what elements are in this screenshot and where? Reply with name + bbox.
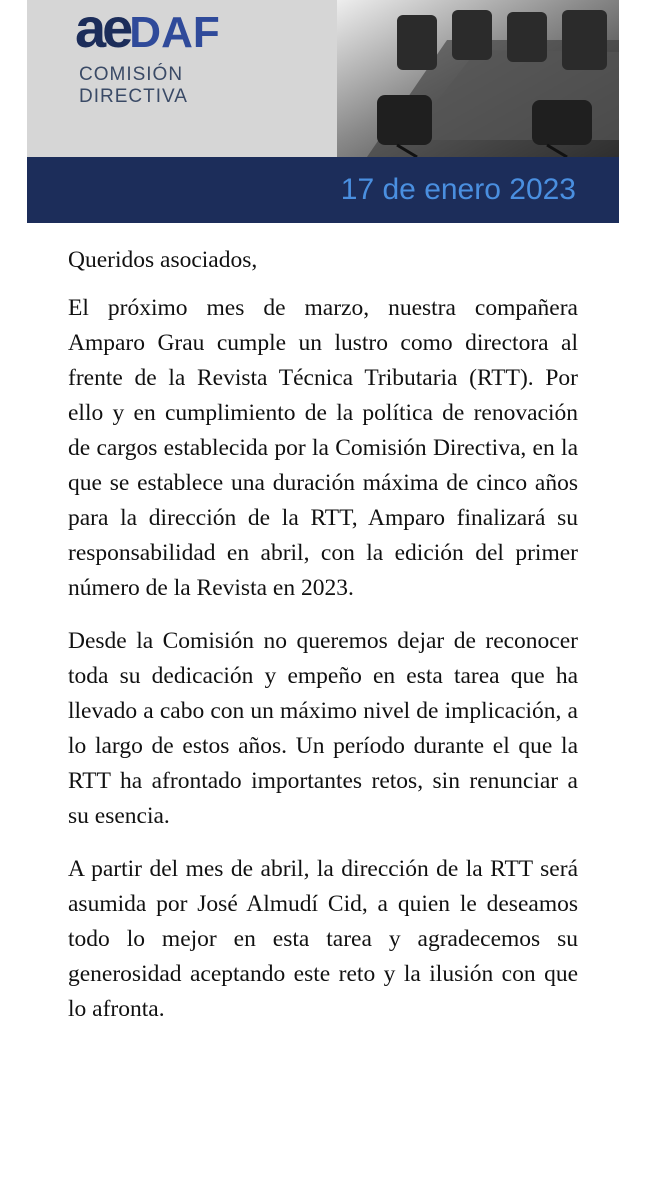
logo-ae: ae xyxy=(75,0,130,59)
letter-paragraph: El próximo mes de marzo, nuestra compañera Amparo Grau cumple un lustro como directora al frente de la Revista Técnica Tributaria (RTT). Por ello y en cumplimiento de la política de renovación de cargos establecida por la Comisión Directiva, en la que se establece una duración máxima de cinco años para la dirección de la RTT, Amparo finalizará su responsabilidad en abril, con la edición del primer número de la Revista en 2023. xyxy=(68,295,578,601)
meeting-room-illustration xyxy=(337,0,619,157)
committee-label xyxy=(79,64,188,108)
header-banner xyxy=(27,0,619,157)
committee-line1: COMISIÓN xyxy=(79,64,184,85)
letter-greeting: Queridos asociados, xyxy=(68,247,258,273)
committee-line2: DIRECTIVA xyxy=(79,86,188,107)
letter-date: 17 de enero 2023 xyxy=(340,173,576,206)
date-bar xyxy=(27,157,619,223)
letter-paragraph: A partir del mes de abril, la dirección de la RTT será asumida por José Almudí Cid, a quien le deseamos todo lo mejor en esta tarea y agradecemos su generosidad aceptando este reto y la ilusión con que lo afronta. xyxy=(68,856,578,1022)
meeting-room-photo xyxy=(337,0,619,157)
letter-body xyxy=(68,243,578,1045)
logo-daf: DAF xyxy=(129,8,220,57)
aedaf-logo xyxy=(75,0,220,61)
letter-paragraph: Desde la Comisión no queremos dejar de reconocer toda su dedicación y empeño en esta tarea que ha llevado a cabo con un máximo nivel de implicación, a lo largo de estos años. Un período durante el que la RTT ha afrontado importantes retos, sin renunciar a su esencia. xyxy=(68,628,578,829)
